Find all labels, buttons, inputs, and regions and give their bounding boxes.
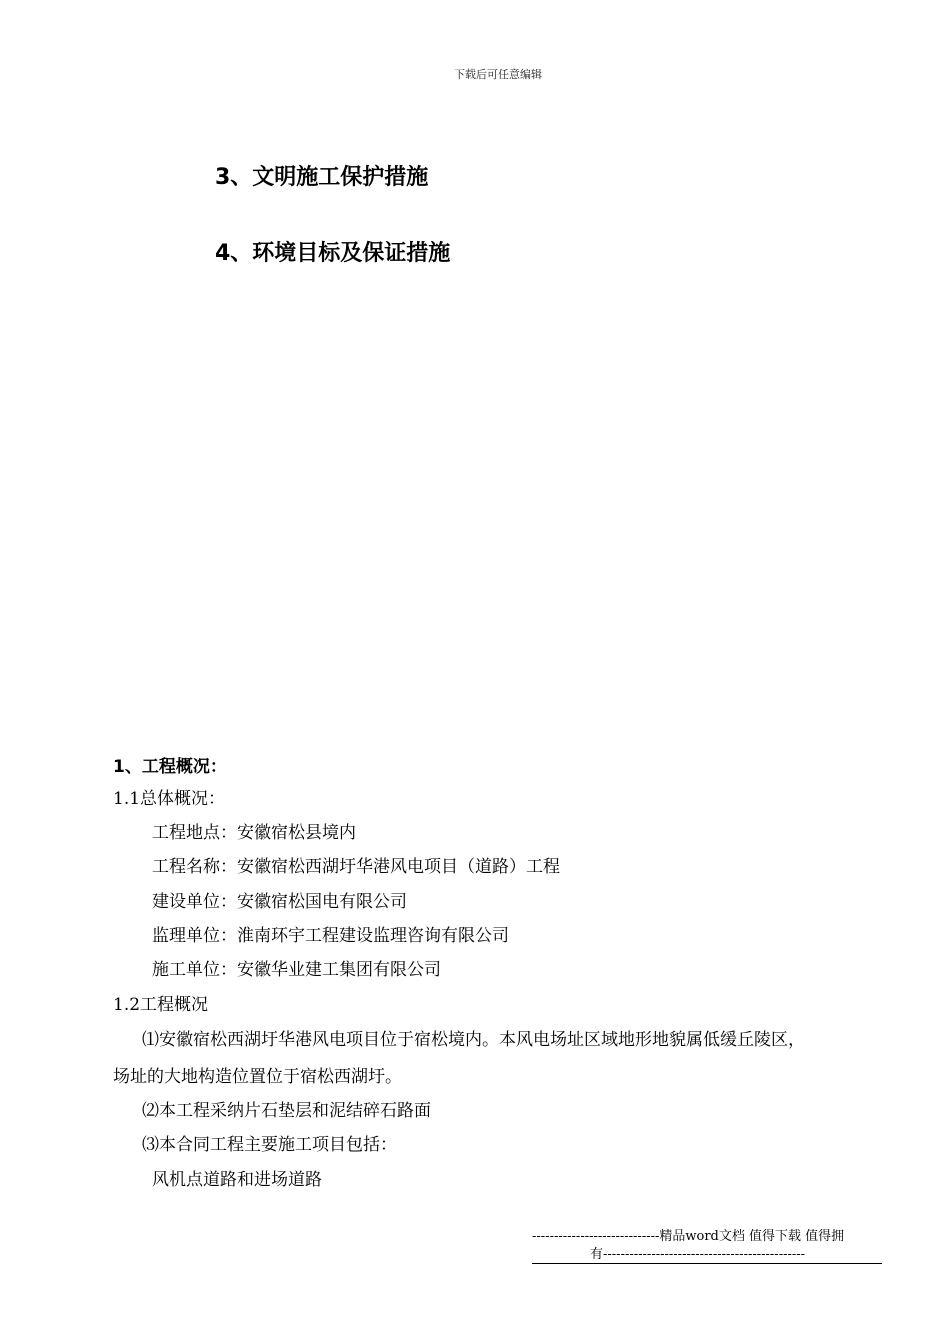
paragraph-contract-items: ⑶本合同工程主要施工项目包括： (142, 1135, 397, 1155)
field-project-location: 工程地点：安徽宿松县境内 (152, 823, 356, 843)
section-title-project-overview: 1、工程概况： (113, 757, 227, 777)
subsection-title-project-details: 1.2工程概况 (113, 995, 209, 1015)
footer-line-2: 有---------------------------------------------- (590, 1247, 806, 1262)
paragraph-location-line1: ⑴安徽宿松西湖圩华港风电项目位于宿松境内。本风电场址区域地形地貌属低缓丘陵区， (142, 1030, 805, 1050)
field-project-name: 工程名称：安徽宿松西湖圩华港风电项目（道路）工程 (152, 857, 560, 877)
header-note: 下载后可任意编辑 (454, 68, 542, 81)
field-supervision-unit: 监理单位：淮南环宇工程建设监理咨询有限公司 (152, 926, 509, 946)
footer-note (532, 1228, 882, 1264)
paragraph-location-line2: 场址的大地构造位置位于宿松西湖圩。 (113, 1067, 402, 1087)
subsection-title-general-overview: 1.1总体概况： (113, 789, 226, 809)
toc-heading-environmental-targets: 4、环境目标及保证措施 (215, 241, 451, 266)
footer-line-1: -----------------------------精品word文档 值得下载 值得拥 (532, 1229, 845, 1244)
paragraph-roads: 风机点道路和进场道路 (152, 1170, 322, 1190)
field-contractor-unit: 施工单位：安徽华业建工集团有限公司 (152, 960, 441, 980)
field-construction-unit: 建设单位：安徽宿松国电有限公司 (152, 892, 407, 912)
paragraph-road-surface: ⑵本工程采纳片石垫层和泥结碎石路面 (142, 1101, 431, 1121)
toc-heading-civilized-construction: 3、文明施工保护措施 (215, 165, 429, 190)
footer-rule (532, 1263, 882, 1264)
